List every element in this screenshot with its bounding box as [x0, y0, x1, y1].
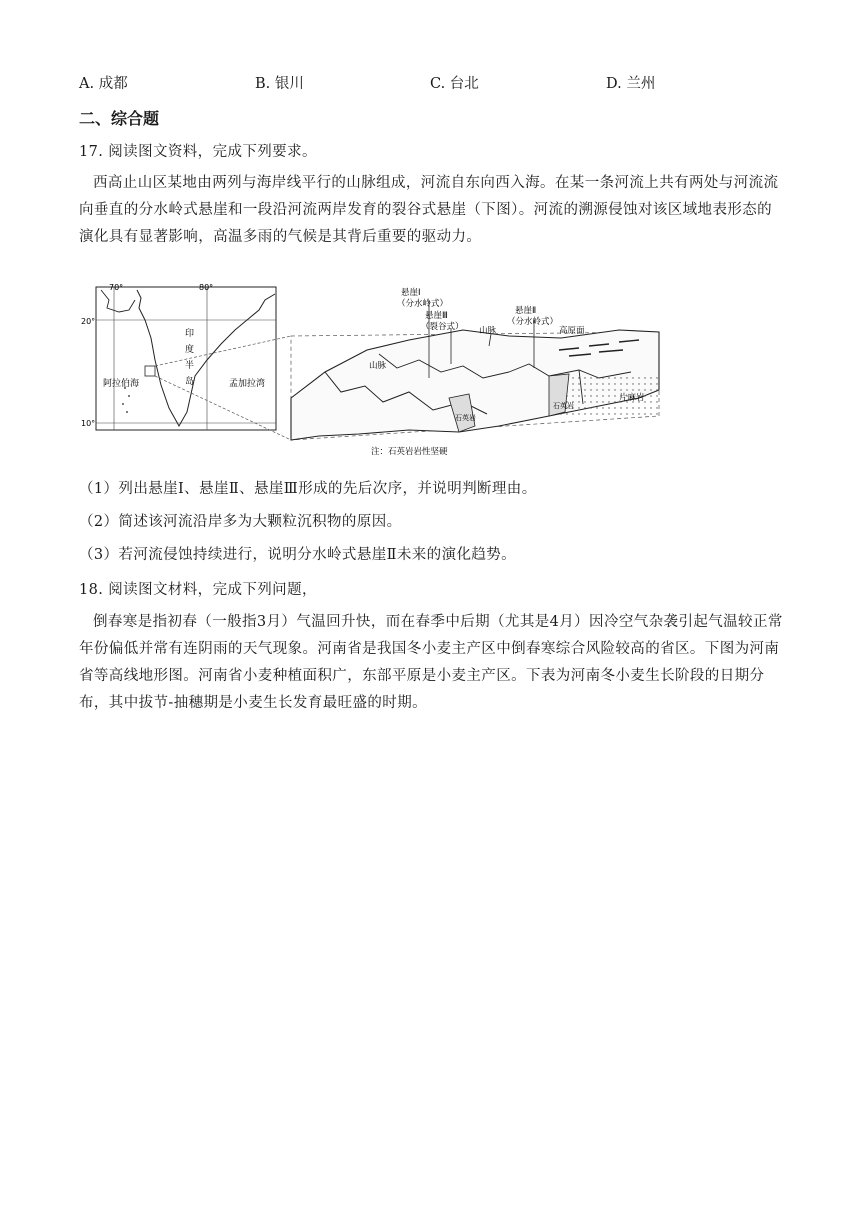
plateau-label: 高原面 — [559, 326, 585, 336]
block-diagram — [291, 287, 659, 457]
option-b: B. 银川 — [255, 76, 304, 92]
location-map — [81, 283, 276, 430]
zoom-connector — [155, 336, 291, 440]
q17-stem: 17. 阅读图文资料，完成下列要求。 — [79, 144, 317, 160]
q17-passage: 西高止山区某地由两列与海岸线平行的山脉组成，河流自东向西入海。在某一条河流上共有两处与河流流向垂直的分水岭式悬崖和一段沿河流两岸发育的裂谷式悬崖（下图）。河流的溯源侵蚀对该区域地表形态的演化具有显著影响，高温多雨的气候是其背后重要的驱动力。 — [79, 175, 779, 245]
arabian-sea-label: 阿拉伯海 — [103, 379, 140, 389]
peninsula-char-3: 半 — [185, 361, 195, 371]
mountain-label-right: 山脉 — [479, 326, 497, 336]
q17-figure — [79, 280, 699, 460]
option-c: C. 台北 — [430, 76, 479, 92]
quartzite-label-right: 石英岩 — [553, 402, 574, 410]
quartzite-label-left: 石英岩 — [455, 414, 476, 422]
peninsula-char-1: 印 — [185, 329, 195, 339]
peninsula-char-4: 岛 — [185, 377, 195, 387]
lat-10-label: 10° — [81, 419, 96, 428]
cliff1-label: 悬崖Ⅰ — [401, 288, 421, 298]
bay-of-bengal-label: 孟加拉湾 — [229, 379, 266, 389]
q17-question-2: （2）简述该河流沿岸多为大颗粒沉积物的原因。 — [79, 514, 402, 530]
lat-20-label: 20° — [81, 317, 96, 326]
q17-question-3: （3）若河流侵蚀持续进行，说明分水岭式悬崖Ⅱ未来的演化趋势。 — [79, 547, 517, 563]
peninsula-char-2: 度 — [185, 345, 195, 355]
cliff2-label: 悬崖Ⅱ — [515, 306, 537, 316]
lon-70-label: 70° — [109, 283, 124, 292]
option-d: D. 兰州 — [606, 76, 656, 92]
option-a: A. 成都 — [79, 76, 128, 92]
gneiss-label: 片麻岩 — [619, 393, 645, 403]
lon-80-label: 80° — [199, 283, 214, 292]
section-title: 二、综合题 — [79, 109, 160, 128]
q17-question-1: （1）列出悬崖Ⅰ、悬崖Ⅱ、悬崖Ⅲ形成的先后次序，并说明判断理由。 — [79, 481, 537, 497]
block-note: 注：石英岩岩性坚硬 — [371, 447, 448, 457]
cliff3-type-label: （裂谷式） — [421, 322, 464, 332]
q18-stem: 18. 阅读图文材料，完成下列问题， — [79, 582, 317, 598]
cliff1-type-label: （分水岭式） — [397, 299, 449, 309]
cliff2-type-label: （分水岭式） — [507, 317, 559, 327]
mountain-label-left: 山脉 — [369, 361, 387, 371]
q18-passage: 倒春寒是指初春（一般指3月）气温回升快，而在春季中后期（尤其是4月）因冷空气杂袭引起气温较正常年份偏低并常有连阴雨的天气现象。河南省是我国冬小麦主产区中倒春寒综合风险较高的省区。下图为河南省等高线地形图。河南省小麦种植面积广，东部平原是小麦主产区。下表为河南冬小麦生长阶段的日期分布，其中拔节-抽穗期是小麦生长发育最旺盛的时期。 — [79, 614, 783, 711]
cliff3-label: 悬崖Ⅲ — [425, 311, 448, 321]
